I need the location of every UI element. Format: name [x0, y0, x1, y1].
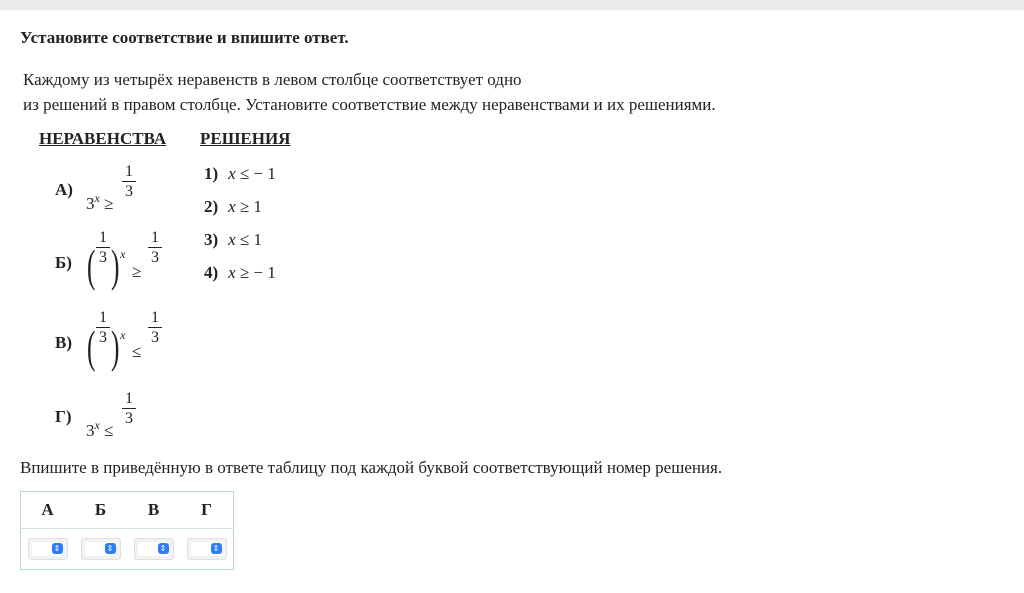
fraction-one-third: 1 3: [148, 309, 162, 346]
inequality-sign: ≤: [132, 342, 142, 361]
intro-line-1: Каждому из четырёх неравенств в левом столбце соответствует одно: [23, 70, 522, 89]
column-header-inequalities: НЕРАВЕНСТВА: [39, 129, 167, 148]
inequality-label: В): [55, 333, 72, 352]
fraction-one-third: 1 3: [122, 163, 136, 200]
answer-select-b[interactable]: [81, 538, 121, 560]
answer-header-v: В: [127, 492, 180, 529]
left-paren: (: [87, 240, 96, 291]
column-header-solutions: РЕШЕНИЯ: [200, 129, 291, 148]
answer-header-a: А: [21, 492, 75, 529]
answer-instruction: Впишите в приведённую в ответе таблицу под каждой буквой соответствующий номер решения.: [20, 458, 723, 477]
inequality-label: А): [55, 180, 73, 199]
inner-fraction: 1 3: [96, 309, 110, 346]
top-bar: [0, 0, 1024, 10]
select-arrows-icon: ⇕: [158, 543, 169, 554]
inner-fraction: 1 3: [96, 229, 110, 266]
answer-cell-a: [21, 529, 75, 570]
answer-select-a[interactable]: [28, 538, 68, 560]
select-arrows-icon: ⇕: [105, 543, 116, 554]
exponent: x: [120, 328, 126, 342]
answer-cell-b: [74, 529, 127, 570]
fraction-one-third: 1 3: [148, 229, 162, 266]
select-arrows-icon: ⇕: [52, 543, 63, 554]
answer-cell-v: [127, 529, 180, 570]
answer-cell-g: [180, 529, 234, 570]
solution-item: 4) x ≥ − 1: [204, 263, 276, 282]
intro-line-2: из решений в правом столбце. Установите соответствие между неравенствами и их решениями.: [23, 95, 716, 114]
exponent: x: [120, 247, 126, 261]
inequality-lhs: 3$^x$ ≥: [86, 191, 114, 213]
answer-select-g[interactable]: [187, 538, 227, 560]
right-paren: ): [111, 240, 120, 291]
answer-header-b: Б: [74, 492, 127, 529]
solution-item: 1) x ≤ − 1: [204, 164, 276, 183]
solution-item: 2) x ≥ 1: [204, 197, 263, 216]
answer-header-g: Г: [180, 492, 234, 529]
answer-table: [20, 491, 234, 570]
fraction-one-third: 1 3: [122, 390, 136, 427]
solution-item: 3) x ≤ 1: [204, 230, 263, 249]
inequality-sign: ≥: [132, 262, 142, 281]
task-heading: Установите соответствие и впишите ответ.: [20, 28, 349, 47]
inequality-label: Б): [55, 253, 72, 272]
inequality-label: Г): [55, 407, 72, 426]
answer-select-v[interactable]: [134, 538, 174, 560]
select-arrows-icon: ⇕: [211, 543, 222, 554]
left-paren: (: [87, 321, 96, 372]
right-paren: ): [111, 321, 120, 372]
inequality-lhs: 3$^x$ ≤: [86, 418, 114, 440]
